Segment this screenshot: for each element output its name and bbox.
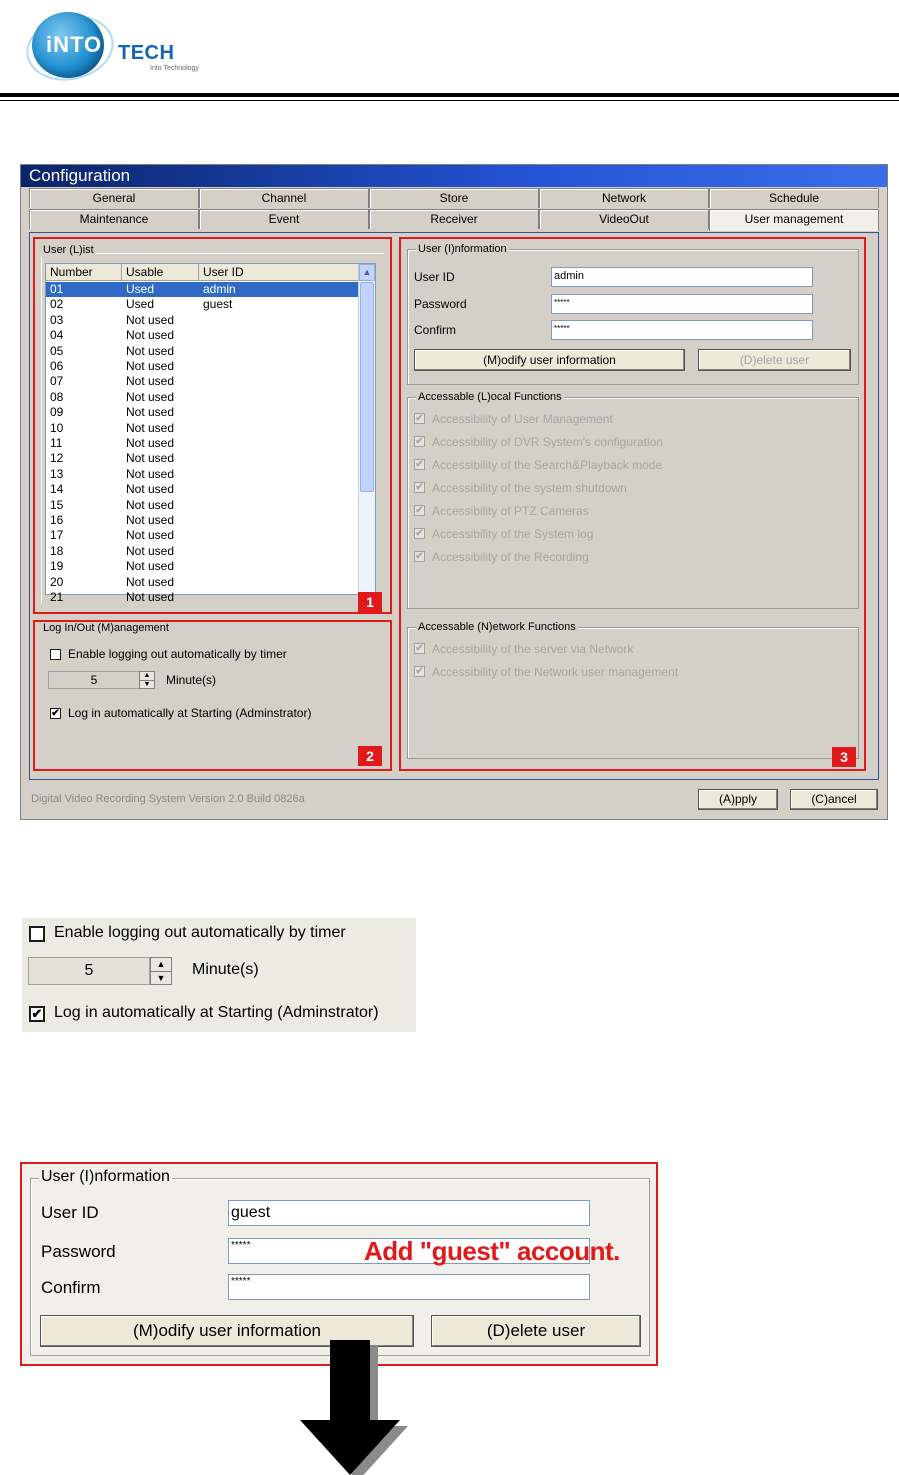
row-number: 05 [50,343,64,358]
tab-videoout[interactable]: VideoOut [539,209,709,229]
add-guest-annotation: Add "guest" account. [364,1236,620,1266]
user-id-label: User ID [414,270,455,284]
local-functions-group [407,391,859,609]
user-list-title: User (L)ist [43,244,94,256]
row-number: 15 [50,497,64,512]
function-checkbox[interactable]: ✔ [415,528,424,539]
user-id-field[interactable]: admin [551,267,813,287]
log-management-title: Log In/Out (M)anagement [43,622,169,634]
function-checkbox[interactable]: ✔ [415,459,424,470]
row-usable: Not used [126,528,175,543]
tab-event[interactable]: Event [199,209,369,229]
user-list-row[interactable] [46,451,364,466]
confirm-label: Confirm [414,323,457,337]
row-usable: Not used [126,466,175,481]
user-list-row[interactable] [46,297,364,312]
tab-receiver[interactable]: Receiver [369,209,539,229]
user-list-row[interactable] [46,405,364,420]
row-number: 09 [50,405,64,420]
row-number: 17 [50,528,64,543]
user-list-row[interactable] [46,359,364,374]
row-user-id: admin [203,282,236,296]
window-title: Configuration [21,165,887,187]
zoom-modify-user-button[interactable]: (M)odify user information [40,1315,414,1347]
row-usable: Not used [126,451,175,466]
cancel-button[interactable]: (C)ancel [790,789,878,810]
user-list-row[interactable] [46,590,364,605]
tab-store[interactable]: Store [369,188,539,208]
row-number: 04 [50,328,64,343]
row-number: 07 [50,374,64,389]
delete-user-button[interactable]: (D)elete user [698,349,851,371]
auto-logout-checkbox[interactable] [50,649,61,660]
minutes-value[interactable]: 5 [48,671,140,689]
user-info-title: User (I)nformation [418,243,507,255]
zoom-auto-login-label: Log in automatically at Starting (Adminstrator) [54,1004,379,1021]
zoom-confirm-field[interactable]: ***** [228,1274,590,1300]
tab-row-1 [29,188,879,210]
row-usable: Used [126,297,155,312]
row-number: 18 [50,543,64,558]
network-functions-title: Accessable (N)etwork Functions [418,621,576,633]
row-number: 06 [50,359,64,373]
col-usable[interactable]: Usable [122,264,199,281]
row-number: 12 [50,451,64,466]
configuration-window [20,164,888,820]
row-number: 11 [50,436,63,450]
function-label: Accessibility of the System log [432,527,594,541]
log-management-highlight [33,620,392,771]
user-list-row[interactable] [46,421,364,436]
zoom-auto-login-checkbox[interactable]: ✔ [29,1006,45,1022]
function-checkbox[interactable]: ✔ [415,643,424,654]
modify-user-button[interactable]: (M)odify user information [414,349,685,371]
function-checkbox[interactable]: ✔ [415,505,424,516]
row-usable: Not used [126,543,175,558]
zoom-password-label: Password [41,1242,116,1261]
row-number: 14 [50,482,64,497]
col-number[interactable]: Number [46,264,122,281]
user-list-row[interactable] [46,436,364,451]
row-usable: Not used [126,359,175,373]
row-usable: Not used [126,574,175,589]
tab-row-2 [29,209,879,231]
row-number: 08 [50,389,64,404]
row-number: 21 [50,590,64,604]
row-user-id: guest [203,297,233,312]
zoom-user-info-group [30,1168,650,1356]
confirm-field[interactable]: ***** [551,320,813,340]
logo-prefix: iNTO [46,32,103,57]
tab-schedule[interactable]: Schedule [709,188,879,208]
user-list-row[interactable] [46,482,364,497]
callout-badge-1: 1 [358,592,382,612]
apply-button[interactable]: (A)pply [698,789,778,810]
function-checkbox[interactable]: ✔ [415,666,424,677]
row-number: 13 [50,466,64,481]
row-usable: Not used [126,482,175,497]
row-usable: Not used [126,374,175,389]
tab-content [29,232,879,780]
auto-login-label: Log in automatically at Starting (Adminstrator) [68,706,312,720]
function-label: Accessibility of the Network user management [432,665,679,679]
version-text: Digital Video Recording System Version 2.0 Build 0826a [31,793,305,805]
spin-down-icon[interactable]: ▼ [143,681,151,688]
row-usable: Used [126,282,155,296]
tab-general[interactable]: General [29,188,199,208]
function-label: Accessibility of the server via Network [432,642,634,656]
user-list-row[interactable] [46,559,364,574]
zoom-confirm-label: Confirm [41,1278,101,1297]
zoom-spin-up-icon[interactable]: ▲ [151,958,171,972]
row-number: 16 [50,513,64,527]
row-usable: Not used [126,343,175,358]
auto-login-checkbox[interactable]: ✔ [51,708,60,719]
down-arrow-icon [300,1340,400,1475]
zoom-auto-logout-label: Enable logging out automatically by timer [54,924,346,941]
row-number: 19 [50,559,64,574]
password-field[interactable]: ***** [551,294,813,314]
row-usable: Not used [126,405,175,420]
password-label: Password [414,297,467,311]
user-list-scrollbar[interactable] [358,264,375,594]
callout-badge-2: 2 [358,746,382,766]
user-list-row[interactable] [46,374,364,389]
function-label: Accessibility of the Search&Playback mode [432,458,663,472]
logo-tagline: Into Technology [150,65,199,72]
function-label: Accessibility of the Recording [432,550,589,564]
zoom-delete-user-button[interactable]: (D)elete user [431,1315,641,1347]
local-functions-title: Accessable (L)ocal Functions [418,391,562,403]
logo-suffix: TECH [118,42,175,64]
zoom-minutes-label: Minute(s) [192,961,259,978]
user-list-row[interactable] [46,328,364,343]
auto-logout-label: Enable logging out automatically by timer [68,647,287,661]
tab-channel[interactable]: Channel [199,188,369,208]
tab-maintenance[interactable]: Maintenance [29,209,199,229]
row-number: 20 [50,574,64,589]
row-usable: Not used [126,497,175,512]
function-checkbox[interactable]: ✔ [415,436,424,447]
row-number: 02 [50,297,64,312]
row-usable: Not used [126,420,175,435]
intotech-logo [32,12,232,82]
function-label: Accessibility of the system shutdown [432,481,627,495]
row-number: 01 [50,282,64,296]
row-usable: Not used [126,389,175,404]
row-usable: Not used [126,328,175,343]
row-usable: Not used [126,312,175,327]
function-checkbox[interactable]: ✔ [415,413,424,424]
scroll-thumb[interactable] [360,282,374,492]
user-list-row[interactable] [46,344,364,359]
zoom-spin-down-icon[interactable]: ▼ [156,973,166,983]
row-usable: Not used [126,590,175,604]
user-list-row[interactable] [46,498,364,513]
zoom-auto-logout-checkbox[interactable] [29,926,45,942]
col-user-id[interactable]: User ID [199,264,359,281]
user-list-header [46,264,364,281]
callout-badge-3: 3 [832,747,856,767]
zoom-log-management [22,918,416,1032]
zoom-user-info-title: User (I)nformation [41,1168,170,1185]
tab-user-management[interactable]: User management [709,209,879,231]
user-list-row[interactable] [46,282,364,297]
user-list-row[interactable] [46,513,364,528]
header-rule-thin [0,100,899,101]
row-usable: Not used [126,559,175,574]
user-info-highlight [399,237,866,771]
row-number: 10 [50,420,64,435]
user-info-group [407,243,859,385]
network-functions-group [407,621,859,759]
spin-up-icon[interactable]: ▲ [140,672,154,681]
user-list-highlight [33,237,392,614]
minutes-spinner[interactable] [139,671,155,689]
function-label: Accessibility of User Management [432,412,613,426]
user-list-row[interactable] [46,575,364,590]
user-list-row[interactable] [46,390,364,405]
function-checkbox[interactable]: ✔ [415,482,424,493]
zoom-user-id-field[interactable]: guest [228,1200,590,1226]
user-list-row[interactable] [46,528,364,543]
function-label: Accessibility of PTZ Cameras [432,504,589,518]
zoom-user-info [20,1162,658,1366]
row-usable: Not used [126,436,175,450]
minutes-label: Minute(s) [166,673,217,687]
user-list-row[interactable] [46,313,364,328]
zoom-minutes-value[interactable]: 5 [28,957,150,985]
user-list[interactable] [45,263,376,604]
tab-network[interactable]: Network [539,188,709,208]
function-label: Accessibility of DVR System's configuration [432,435,664,449]
header-rule [0,93,899,97]
user-list-row[interactable] [46,544,364,559]
user-list-row[interactable] [46,467,364,482]
zoom-user-id-label: User ID [41,1203,99,1222]
row-usable: Not used [126,513,175,527]
zoom-password-field[interactable]: ***** [228,1238,590,1264]
scroll-up-icon[interactable]: ▲ [359,264,375,281]
row-number: 03 [50,312,64,327]
user-list-group [41,244,384,604]
function-checkbox[interactable]: ✔ [415,551,424,562]
zoom-minutes-spinner[interactable] [150,957,172,985]
